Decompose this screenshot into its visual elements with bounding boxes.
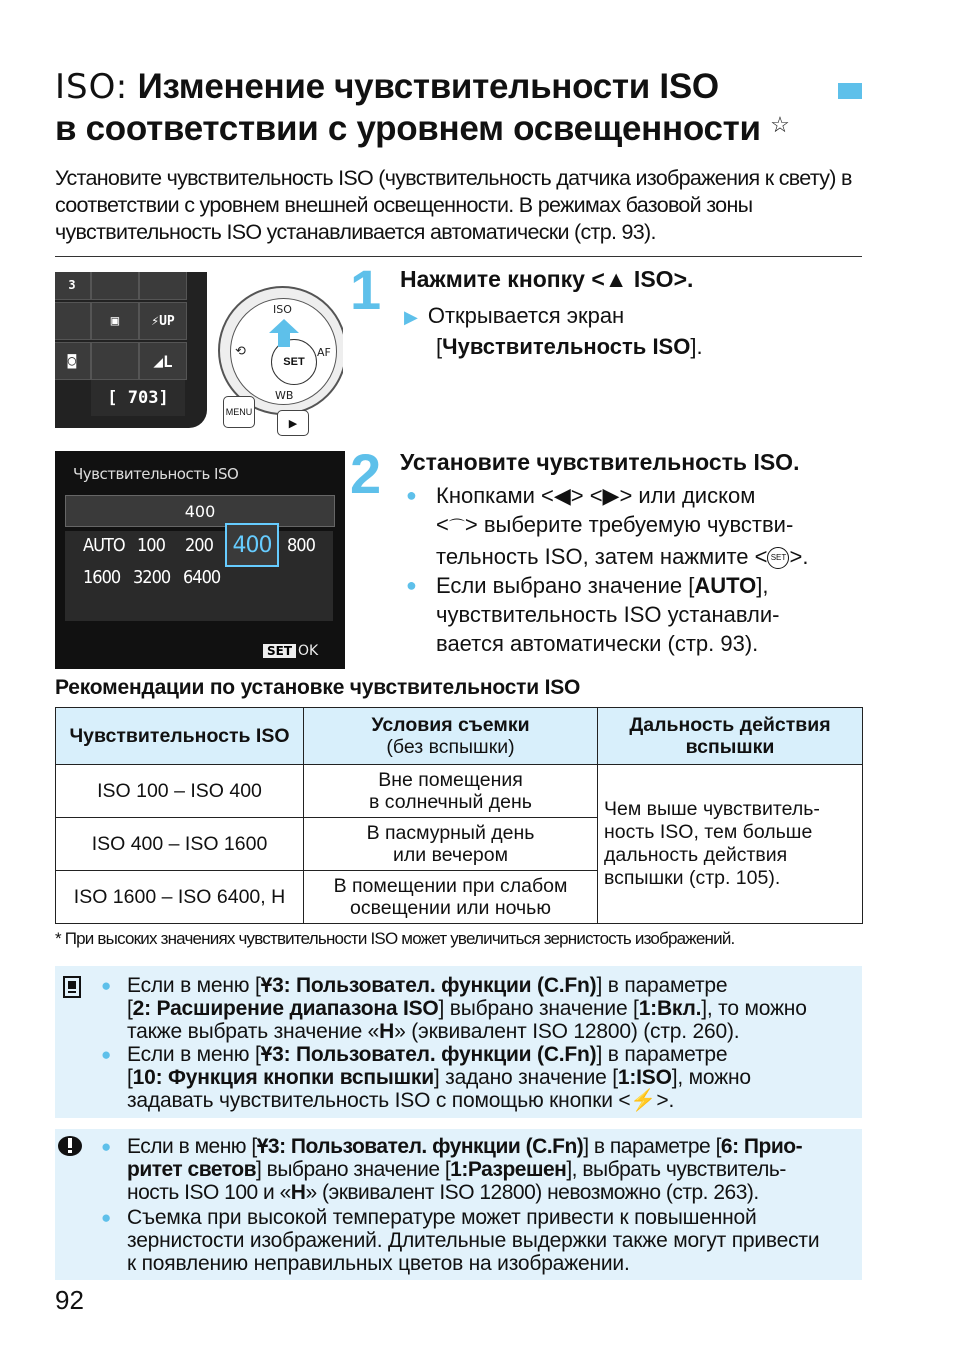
page-title <box>55 66 790 150</box>
condition-line: освещении или ночью <box>350 897 551 919</box>
header-conditions-sub: (без вспышки) <box>386 736 515 758</box>
step2-b2-line3: вается автоматически (стр. 93). <box>436 631 759 656</box>
param-ref: ритет светов <box>127 1158 257 1181</box>
text: ] задано значение [ <box>433 1066 618 1089</box>
condition <box>304 871 598 924</box>
text: Если в меню [ <box>127 1135 257 1158</box>
iso-button-label: ISO <box>273 303 292 316</box>
note1-bullet2 <box>101 1043 857 1112</box>
wb-button-label: WB <box>275 389 294 402</box>
step2-b2-line2: чувствительность ISO устанавли- <box>436 602 780 627</box>
iso-range: ISO 1600 – ISO 6400, H <box>56 871 304 924</box>
value-ref: 1:Разрешен <box>450 1158 567 1181</box>
set-ok-hint <box>263 643 318 659</box>
section-badge <box>838 83 862 99</box>
text: ность ISO 100 и « <box>127 1181 291 1204</box>
flash-range-cell <box>598 765 863 924</box>
iso-range: ISO 100 – ISO 400 <box>56 765 304 818</box>
step2-b2-pre: Если выбрано значение [ <box>436 573 695 598</box>
text: [ <box>127 997 133 1020</box>
arrow-icon: ▶ <box>404 307 418 327</box>
condition-line: В пасмурный день <box>366 822 535 844</box>
lcd-top-value: 3 <box>68 278 76 292</box>
text: » (эквивалент ISO 12800) невозможно (стр. 263). <box>305 1181 759 1204</box>
bullet-icon: ● <box>406 485 417 505</box>
condition-line: или вечером <box>392 844 509 866</box>
flash-line: дальность действия <box>604 844 788 866</box>
bracket: ], <box>756 573 769 598</box>
caution-note <box>55 1129 862 1280</box>
iso-option[interactable]: 1600 <box>83 567 121 588</box>
footnote: * При высоких значениях чувствительности ISO может увеличиться зернистость изображений. <box>55 929 735 948</box>
iso-screen <box>55 451 345 669</box>
menu-ref: Ұ3: Пользовател. функции (C.Fn) <box>256 1135 584 1158</box>
flash-line: ность ISO, тем больше <box>604 821 813 843</box>
flash-line: вспышки (стр. 105). <box>604 867 781 889</box>
step1-number: 1 <box>350 258 382 321</box>
menu-ref: Ұ3: Пользовател. функции (C.Fn) <box>260 1043 597 1066</box>
bullet-icon: ● <box>406 575 417 595</box>
picture-style-icon: ▣ <box>91 302 139 340</box>
screen-current-value: 400 <box>65 495 335 527</box>
text: также выбрать значение « <box>127 1020 380 1043</box>
camera-illustration <box>55 272 343 440</box>
note1-bullet1 <box>101 974 857 1043</box>
caution-icon <box>57 1135 83 1157</box>
header-conditions <box>304 708 598 765</box>
screen-title: Чувствительность ISO <box>73 465 239 483</box>
press-arrow-icon <box>269 319 299 349</box>
step1-line1: Открывается экран <box>427 303 625 328</box>
intro-text: Установите чувствительность ISO (чувствительность датчика изображения к свету) в соответствии с уровнем внешней освещенности. В режимах базовой зоны чувствительность ISO устанавливается автоматически (стр. 93). <box>55 166 852 244</box>
text: ], выбрать чувствитель- <box>566 1158 786 1181</box>
text: Съемка при высокой температуре может привести к повышенной <box>127 1206 757 1229</box>
iso-option[interactable]: 800 <box>287 535 315 556</box>
iso-option[interactable]: 3200 <box>133 567 171 588</box>
value-ref: H <box>379 1020 395 1043</box>
step1-heading-post: >. <box>673 266 694 292</box>
menu-button[interactable]: MENU <box>223 396 255 428</box>
step1-heading-pre: Нажмите кнопку < <box>400 266 605 292</box>
iso-button-icon: ▲ ISO <box>604 266 674 292</box>
text: [ <box>127 1066 133 1089</box>
value-ref: 1:Вкл. <box>638 997 702 1020</box>
recommendation-table <box>55 707 863 924</box>
dial-inner <box>230 298 337 405</box>
bracket: [ <box>436 334 443 359</box>
condition <box>304 818 598 871</box>
header-iso: Чувствительность ISO <box>56 708 304 765</box>
condition-line: в солнечный день <box>369 791 532 813</box>
step2-number: 2 <box>350 442 382 505</box>
bullet-icon: ● <box>101 976 112 995</box>
bullet-icon: ● <box>101 1137 111 1156</box>
iso-option[interactable]: 100 <box>137 535 165 556</box>
text: зернистости изображений. Длительные выдержки также могут привести <box>127 1229 820 1252</box>
iso-option[interactable]: 200 <box>185 535 213 556</box>
iso-option-selected[interactable]: 400 <box>225 523 279 567</box>
step1-result <box>404 301 844 361</box>
param-ref: 2: Расширение диапазона ISO <box>132 997 439 1020</box>
info-note <box>55 966 862 1118</box>
playback-button[interactable]: ▶ <box>277 410 309 436</box>
step1-heading <box>400 264 693 294</box>
header-flash-range: Дальность действия вспышки <box>598 708 863 765</box>
af-button-label: AF <box>317 346 331 359</box>
text: ] в параметре <box>596 974 728 997</box>
bullet-icon: ● <box>101 1208 112 1227</box>
bracket: ]. <box>690 334 703 359</box>
metering-icon: ◙ <box>55 342 91 380</box>
condition <box>304 765 598 818</box>
auto-label: AUTO <box>694 573 757 598</box>
text: ], то можно <box>701 997 807 1020</box>
camera-lcd <box>55 272 207 428</box>
condition-line: Вне помещения <box>378 769 523 791</box>
main-dial-icon: ⌒ <box>448 519 465 536</box>
drive-mode-icon: ⟲ <box>235 344 246 359</box>
table-title: Рекомендации по установке чувствительности ISO <box>55 676 581 699</box>
condition-line: В помещении при слабом <box>333 875 568 897</box>
title-line2: в соответствии с уровнем освещенности <box>55 109 761 148</box>
set-button-icon: SET <box>767 547 789 569</box>
param-ref: 10: Функция кнопки вспышки <box>132 1066 434 1089</box>
flash-line: Чем выше чувствитель- <box>604 798 820 820</box>
step2-b1-line2: > выберите требуемую чувстви- <box>464 512 794 537</box>
shots-remaining: [ 703] <box>91 380 185 416</box>
menu-ref: Ұ3: Пользовател. функции (C.Fn) <box>260 974 597 997</box>
table-header-row <box>56 708 863 765</box>
step2-body <box>406 481 866 658</box>
set-button[interactable]: SET <box>271 339 317 385</box>
lcd-cell <box>139 272 187 300</box>
bracket: < <box>436 512 449 537</box>
lcd-top-cell <box>55 272 91 300</box>
value-ref: 1:ISO <box>617 1066 672 1089</box>
text: ] в параметре <box>596 1043 728 1066</box>
bracket: >. <box>789 544 809 569</box>
note2-bullet2 <box>101 1206 857 1275</box>
note2-bullet1 <box>101 1135 857 1204</box>
quality-icon: ◢L <box>139 342 187 380</box>
iso-symbol: ISO: <box>55 67 129 107</box>
text: » (эквивалент ISO 12800) (стр. 260). <box>394 1020 740 1043</box>
text: ], можно <box>671 1066 751 1089</box>
header-conditions-title: Условия съемки <box>371 714 530 736</box>
title-line1: Изменение чувствительности ISO <box>137 67 719 106</box>
text: Если в меню [ <box>127 1043 261 1066</box>
iso-option[interactable]: AUTO <box>83 535 125 556</box>
text: ] выбрано значение [ <box>256 1158 451 1181</box>
set-label: SET <box>263 644 296 658</box>
ok-label: OK <box>298 643 319 659</box>
text: Если в меню [ <box>127 974 261 997</box>
lcd-cell <box>55 302 91 340</box>
value-ref: H <box>290 1181 306 1204</box>
page-number: 92 <box>55 1285 84 1315</box>
star-icon: ☆ <box>770 112 790 137</box>
flash-up-icon: ⚡UP <box>139 302 187 340</box>
iso-option[interactable]: 6400 <box>183 567 221 588</box>
bullet-icon: ● <box>101 1045 112 1064</box>
param-ref: 6: Прио- <box>720 1135 803 1158</box>
text: ] в параметре [ <box>583 1135 721 1158</box>
text: ] выбрано значение [ <box>438 997 639 1020</box>
lcd-cell <box>91 342 139 380</box>
iso-range: ISO 400 – ISO 1600 <box>56 818 304 871</box>
text: к появлению неправильных цветов на изображении. <box>127 1252 630 1275</box>
text: задавать чувствительность ISO с помощью кнопки <⚡>. <box>127 1089 675 1112</box>
step1-screen-name: Чувствительность ISO <box>442 334 691 359</box>
table-row <box>56 765 863 818</box>
divider <box>55 256 862 257</box>
lcd-cell <box>91 272 139 300</box>
step2-b1-line1: Кнопками <◀> <▶> или диском <box>436 483 756 508</box>
memo-icon <box>63 976 81 998</box>
step2-b1-line3: тельность ISO, затем нажмите < <box>436 544 768 569</box>
step2-heading: Установите чувствительность ISO. <box>400 449 800 475</box>
